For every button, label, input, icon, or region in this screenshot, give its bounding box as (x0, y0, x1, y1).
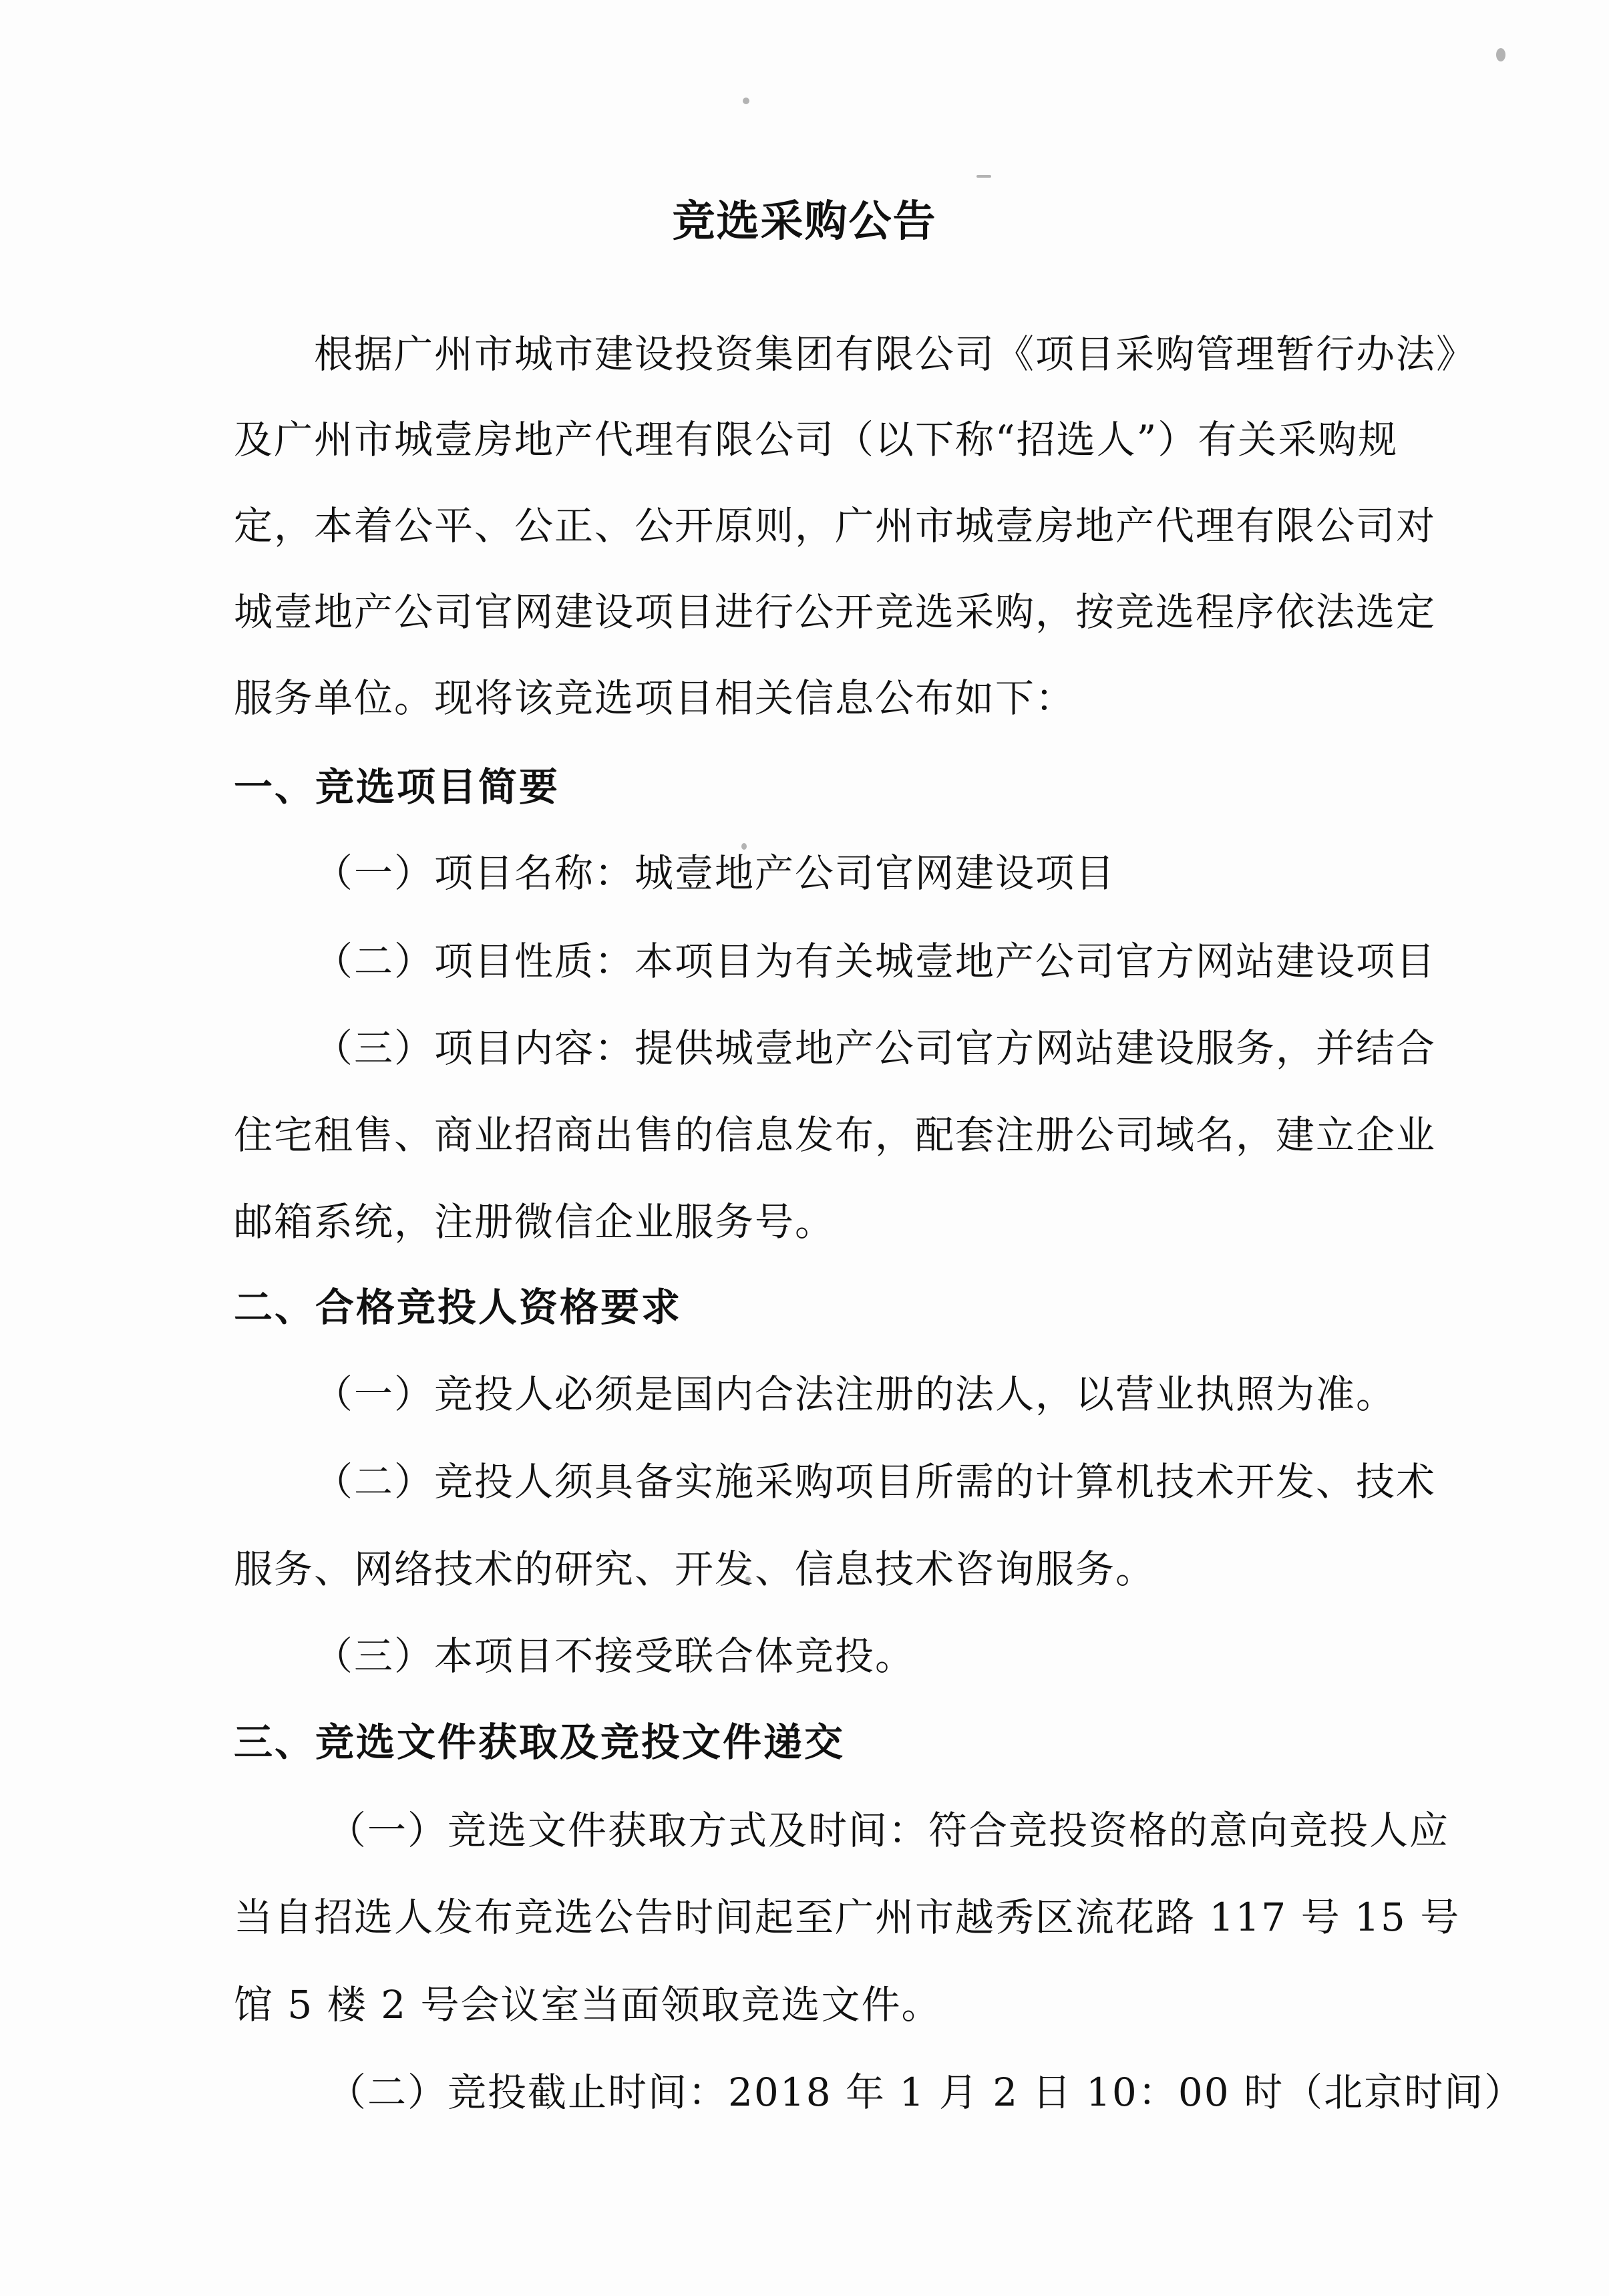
paragraph-line: 馆 5 楼 2 号会议室当面领取竞选文件。 (234, 1982, 942, 2027)
paragraph-line: （一）竞选文件获取方式及时间：符合竞投资格的意向竞投人应 (327, 1808, 1450, 1853)
scan-speck (976, 175, 991, 178)
paragraph-line: （二）项目性质：本项目为有关城壹地产公司官方网站建设项目 (314, 939, 1437, 984)
scan-speck (743, 98, 749, 104)
paragraph-line: 服务、网络技术的研究、开发、信息技术咨询服务。 (234, 1546, 1156, 1592)
section-heading: 二、合格竞投人资格要求 (234, 1285, 683, 1330)
paragraph-line: 定，本着公平、公正、公开原则，广州市城壹房地产代理有限公司对 (234, 503, 1437, 548)
paragraph-line: （三）项目内容：提供城壹地产公司官方网站建设服务，并结合 (314, 1025, 1437, 1071)
paragraph-line: 及广州市城壹房地产代理有限公司（以下称“招选人”）有关采购规 (234, 417, 1399, 462)
paragraph-line: （二）竞投截止时间：2018 年 1 月 2 日 10：00 时（北京时间） (327, 2070, 1525, 2115)
paragraph-line: 服务单位。现将该竞选项目相关信息公布如下： (234, 675, 1076, 721)
paragraph-line: 根据广州市城市建设投资集团有限公司《项目采购管理暂行办法》 (314, 331, 1477, 377)
paragraph-line: （一）项目名称：城壹地产公司官网建设项目 (314, 850, 1116, 896)
scan-speck (741, 843, 747, 850)
paragraph-line: （三）本项目不接受联合体竞投。 (314, 1633, 916, 1679)
paragraph-line: （二）竞投人须具备实施采购项目所需的计算机技术开发、技术 (314, 1459, 1437, 1504)
section-heading: 一、竞选项目简要 (234, 764, 560, 810)
paragraph-line: 住宅租售、商业招商出售的信息发布，配套注册公司域名，建立企业 (234, 1112, 1437, 1158)
document-title: 竞选采购公告 (672, 197, 937, 247)
paragraph-line: 当自招选人发布竞选公告时间起至广州市越秀区流花路 117 号 15 号 (234, 1895, 1461, 1940)
paragraph-line: （一）竞投人必须是国内合法注册的法人，以营业执照为准。 (314, 1371, 1397, 1417)
paragraph-line: 邮箱系统，注册微信企业服务号。 (234, 1199, 836, 1245)
scan-speck (1496, 48, 1505, 61)
section-heading: 三、竞选文件获取及竞投文件递交 (234, 1719, 846, 1765)
paragraph-line: 城壹地产公司官网建设项目进行公开竞选采购，按竞选程序依法选定 (234, 589, 1437, 635)
